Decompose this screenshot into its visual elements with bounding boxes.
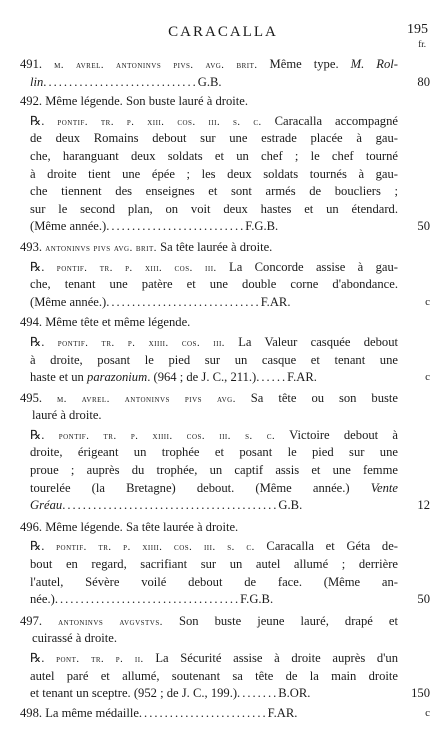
text-line	[0, 56, 446, 74]
entry-number: 493.	[20, 239, 43, 254]
line-text: née.)	[30, 592, 55, 607]
text-line	[0, 480, 446, 498]
module-metal-code: G.B.	[197, 74, 222, 89]
catalogue-entry	[0, 314, 446, 332]
text-line	[0, 334, 446, 352]
text-line	[0, 591, 446, 609]
text-line	[0, 183, 446, 201]
catalogue-entry	[0, 113, 446, 236]
dot-leader: ........	[237, 686, 279, 701]
reverse-mark: ℞.	[30, 539, 57, 554]
line-text: che tiennent des enseignes et sont armés de boucliers ;	[30, 184, 398, 199]
legend-inscription: m. avrel. antoninvs pivs avg.	[57, 393, 236, 405]
line-text: La même médaille	[42, 705, 139, 720]
text-line	[0, 556, 446, 574]
dot-leader: ..............................	[106, 294, 261, 309]
module-metal-code: F.G.B.	[240, 592, 274, 607]
line-text: Son buste jeune lauré, drapé et	[162, 613, 398, 628]
text-line	[0, 259, 446, 277]
catalogue-entry	[0, 705, 446, 723]
catalogue-entry	[0, 390, 446, 425]
text-line	[0, 390, 446, 408]
entry-number: 494.	[20, 315, 43, 330]
page-number: 195	[407, 22, 428, 37]
text-line	[0, 294, 446, 312]
text-line	[0, 538, 446, 556]
rarity-value: 12	[417, 498, 430, 513]
catalogue-entry	[0, 93, 446, 111]
line-text: bout en regard, sacrifiant sur un autel allumé ; derrière	[30, 557, 398, 572]
legend-inscription: pont. tr. p. ii.	[56, 654, 144, 665]
line-text: La Valeur casquée debout	[224, 334, 398, 349]
reverse-mark: ℞.	[30, 651, 57, 665]
dot-leader: ..............................	[43, 74, 198, 89]
module-metal-code: G.B.	[278, 498, 303, 513]
italic-text: Vente	[370, 480, 398, 495]
line-text: à droite tient une épée ; les deux soldats tournés à gau-	[30, 166, 398, 181]
text-line	[0, 574, 446, 592]
italic-text: lin	[30, 74, 44, 89]
text-line	[0, 93, 446, 111]
text-line	[0, 201, 446, 219]
catalogue-entry	[0, 519, 446, 537]
dot-leader: ....................................	[54, 592, 241, 607]
dot-leader: .........................	[138, 705, 268, 720]
entry-number: 497.	[20, 613, 43, 628]
text-line	[0, 369, 446, 387]
line-text: haste et un	[30, 370, 88, 385]
rarity-value: c	[425, 295, 430, 308]
line-text: proue ; auprès du trophée, un captif assis et une femme	[30, 463, 398, 478]
text-line	[0, 650, 446, 668]
text-line	[0, 218, 446, 236]
line-text: autel paré et allumé, soutenant sa tête de la main droite	[30, 668, 398, 683]
entry-number: 495.	[20, 390, 43, 405]
reverse-mark: ℞.	[30, 427, 59, 442]
line-text: La Sécurité assise à droite auprès d'un	[143, 651, 398, 665]
text-line	[0, 519, 446, 537]
text-line	[0, 462, 446, 480]
rarity-value: 150	[411, 686, 430, 701]
legend-inscription: pontif. tr. p. xiii. cos. iii.	[56, 262, 217, 274]
reverse-mark: ℞.	[30, 334, 58, 349]
entry-number: 492.	[20, 94, 43, 109]
line-text: Même légende. Son buste lauré à droite.	[42, 94, 249, 109]
reverse-mark: ℞.	[30, 113, 58, 128]
dot-leader: ......	[256, 370, 288, 385]
catalogue-entry	[0, 427, 446, 515]
italic-text: parazonium	[87, 370, 148, 385]
legend-inscription: m. avrel. antoninvs pivs. avg. brit.	[54, 60, 258, 71]
line-text: Sa tête laurée à droite.	[156, 239, 273, 254]
line-text: Même légende. Sa tête laurée à droite.	[42, 519, 239, 534]
module-metal-code: F.AR.	[287, 370, 317, 385]
line-text: à droite, posant le pied sur un casque et tenant une	[30, 352, 398, 367]
line-text: droite, érigeant un trophée et posant le pied sur une	[30, 445, 398, 460]
text-line	[0, 630, 446, 648]
legend-inscription: pontif. tr. p. xiiii. cos. iii. s. c.	[56, 542, 255, 554]
line-text: et tenant un sceptre. (952 ; de J. C., 199.)	[30, 686, 238, 701]
text-line	[0, 130, 446, 148]
text-line	[0, 497, 446, 515]
italic-text: M. Rol-	[350, 57, 398, 71]
catalogue-entry	[0, 650, 446, 703]
line-text: (Même année.)	[30, 294, 107, 309]
entry-number: 498.	[20, 705, 43, 720]
legend-inscription: pontif. tr. p. xiiii. cos. iii.	[57, 337, 225, 349]
text-line	[0, 668, 446, 686]
line-text: Même tête et même légende.	[42, 315, 191, 330]
text-line	[0, 705, 446, 723]
catalogue-entry	[0, 259, 446, 312]
text-line	[0, 148, 446, 166]
legend-inscription: antoninvs pivs avg. brit.	[45, 242, 157, 254]
module-metal-code: F.AR.	[260, 294, 291, 309]
text-line	[0, 239, 446, 257]
entry-number: 496.	[20, 519, 43, 534]
text-line	[0, 276, 446, 294]
line-text: de deux Romains debout sur une estrade placée à gau-	[30, 131, 398, 146]
rarity-value: c	[425, 371, 430, 384]
line-text: Sa tête ou son buste	[235, 390, 398, 405]
entry-number: 491.	[20, 57, 43, 71]
rarity-value: 50	[417, 592, 430, 607]
line-text: Caracalla et Géta de-	[254, 539, 398, 554]
page-subscript: fr.	[418, 39, 426, 49]
line-text-continued: . (964 ; de J. C., 211.)	[147, 370, 257, 385]
line-text: cuirassé à droite.	[32, 631, 117, 646]
text-line	[0, 166, 446, 184]
rarity-value: c	[425, 706, 430, 719]
catalogue-entries	[0, 56, 446, 722]
line-text: (Même année.)	[30, 219, 107, 234]
text-line	[0, 685, 446, 703]
legend-inscription: pontif. tr. p. xiiii. cos. iii. s. c.	[58, 430, 276, 442]
line-text: Victoire debout à	[275, 427, 398, 442]
italic-text: Gréau	[30, 498, 63, 513]
text-line	[0, 407, 446, 425]
catalogue-entry	[0, 56, 446, 91]
running-title: CARACALLA	[168, 24, 278, 40]
line-text: tourelée (la Bretagne) debout. (Même année.)	[30, 480, 371, 495]
text-line	[0, 444, 446, 462]
rarity-value: 50	[417, 219, 430, 234]
catalogue-entry	[0, 334, 446, 387]
catalogue-entry	[0, 538, 446, 608]
text-line	[0, 74, 446, 92]
text-line	[0, 314, 446, 332]
line-text: La Concorde assise à gau-	[216, 259, 398, 274]
line-text: l'autel, Sévère voilé debout de face. (Même an-	[30, 574, 398, 589]
catalogue-entry	[0, 613, 446, 648]
text-line	[0, 113, 446, 131]
line-text: Même type.	[257, 57, 351, 71]
line-text: che, haranguant deux soldats et un chef ; le chef tourné	[30, 148, 398, 163]
module-metal-code: F.G.B.	[245, 219, 279, 234]
text-line	[0, 613, 446, 631]
catalogue-entry	[0, 239, 446, 257]
text-line	[0, 352, 446, 370]
line-text: lauré à droite.	[32, 408, 102, 423]
line-text: che, tenant une patère et une double corne d'abondance.	[30, 277, 398, 292]
line-text: sur le second plan, on voit deux hastes et un étendard.	[30, 201, 398, 216]
legend-inscription: antoninvs avgvstvs.	[58, 616, 163, 628]
module-metal-code: B.OR.	[278, 686, 311, 701]
running-header	[0, 22, 446, 49]
line-text: Caracalla accompagné	[261, 113, 398, 128]
text-line	[0, 427, 446, 445]
reverse-mark: ℞.	[30, 259, 57, 274]
dot-leader: ...........................	[106, 219, 246, 234]
legend-inscription: pontif. tr. p. xiii. cos. iii. s. c.	[57, 116, 262, 128]
rarity-value: 80	[417, 74, 430, 89]
module-metal-code: F.AR.	[267, 705, 298, 720]
dot-leader: ..........................................	[62, 498, 279, 513]
